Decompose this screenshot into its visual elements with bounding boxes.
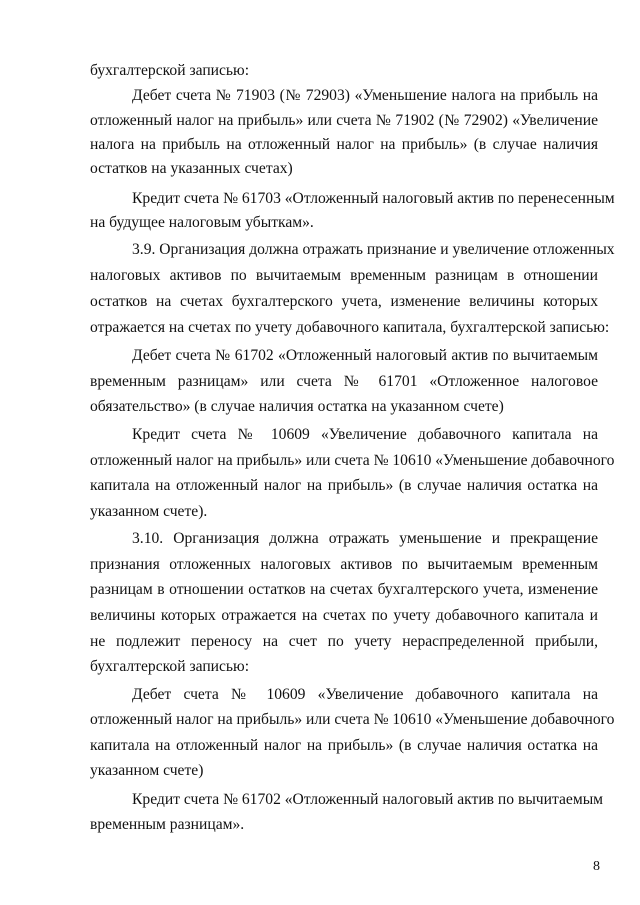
text-line: обязательство» (в случае наличия остатка на указанном счете) [90,398,504,415]
text-line: бухгалтерской записью: [90,658,250,675]
text-line: Кредит счета № 61703 «Отложенный налоговый актив по перенесенным [132,190,615,207]
text-line: 3.10. Организация должна отражать уменьшение и прекращение [132,530,598,547]
text-line: остатков на счетах бухгалтерского учета, изменение величины которых [90,293,598,310]
text-line: временным разницам» или счета № 61701 «Отложенное налоговое [90,373,598,390]
text-line: отложенный налог на прибыль» или счета № 10610 «Уменьшение добавочного [90,711,615,728]
text-line: Дебет счета № 10609 «Увеличение добавочного капитала на [132,686,598,703]
text-line: Кредит счета № 61702 «Отложенный налоговый актив по вычитаемым [132,791,604,808]
text-line: отложенный налог на прибыль» или счета № 10610 «Уменьшение добавочного [90,452,615,469]
text-line: указанном счете). [90,503,208,520]
text-line: 3.9. Организация должна отражать признание и увеличение отложенных [132,241,615,258]
text-line: величины которых отражается на счетах по учету добавочного капитала и [90,607,598,624]
text-line: капитала на отложенный налог на прибыль» (в случае наличия остатка на [90,477,598,494]
text-line: Дебет счета № 71903 (№ 72903) «Уменьшение налога на прибыль на [132,87,598,104]
page-number: 8 [593,859,600,874]
text-line: на будущее налоговым убыткам». [90,214,314,231]
text-line: Дебет счета № 61702 «Отложенный налоговый актив по вычитаемым [132,347,598,364]
text-line: отражается на счетах по учету добавочного капитала, бухгалтерской записью: [90,319,610,336]
text-line: налоговых активов по вычитаемым временным разницам в отношении [90,267,598,284]
text-line: Кредит счета № 10609 «Увеличение добавочного капитала на [132,426,598,443]
text-line: разницам в отношении остатков на счетах бухгалтерского учета, изменение [90,581,598,598]
text-line: признания отложенных налоговых активов по вычитаемым временным [90,556,598,573]
text-line: бухгалтерской записью: [90,62,250,79]
text-line: налога на прибыль на отложенный налог на прибыль» (в случае наличия [90,136,598,153]
text-line: отложенный налог на прибыль» или счета № 71902 (№ 72902) «Увеличение [90,112,598,129]
text-line: временным разницам». [90,816,245,833]
text-line: не подлежит переносу на счет по учету нераспределенной прибыли, [90,633,598,650]
text-line: капитала на отложенный налог на прибыль» (в случае наличия остатка на [90,737,598,754]
text-line: указанном счете) [90,762,204,779]
text-line: остатков на указанных счетах) [90,160,293,177]
